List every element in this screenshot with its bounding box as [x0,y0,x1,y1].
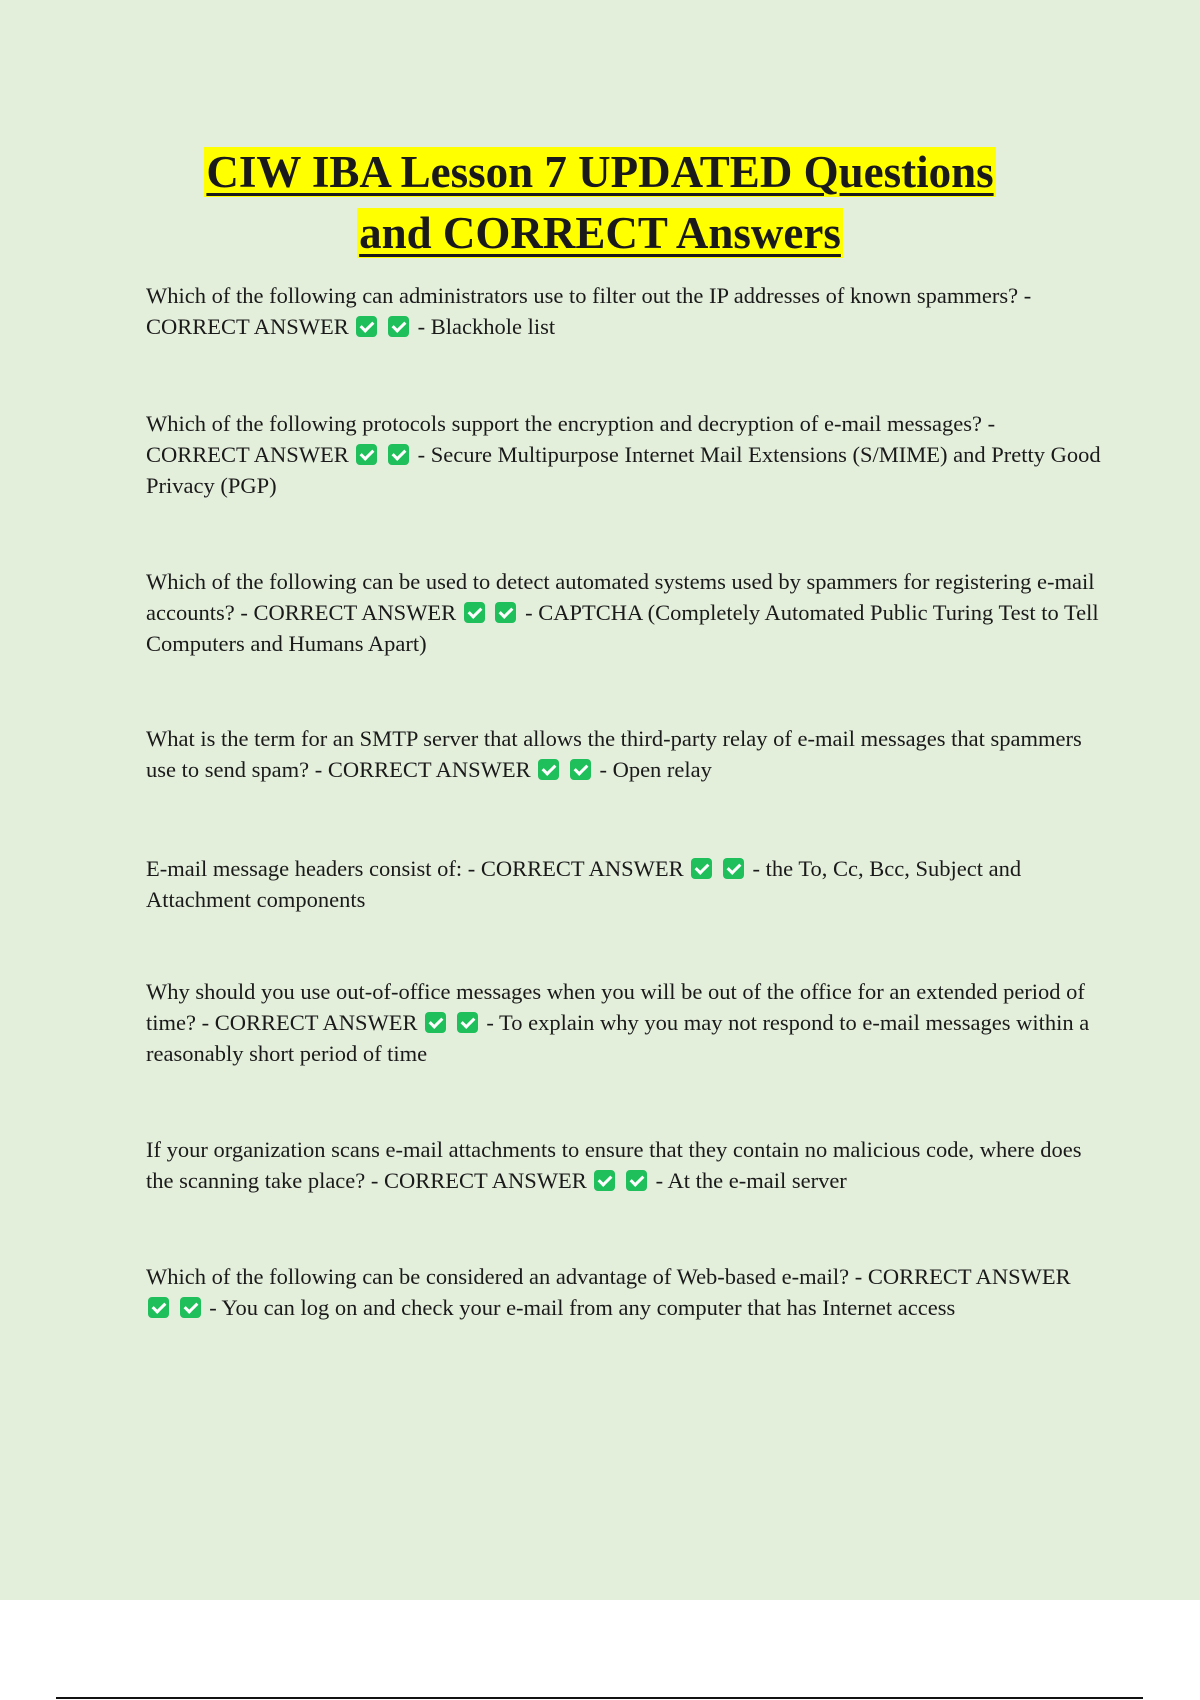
question-text: If your organization scans e-mail attachments to ensure that they contain no malicious code, where does the scanning take place? - CORRECT ANSWER [146,1137,1082,1193]
answer-text: - CAPTCHA (Completely Automated Public Turing Test to Tell Computers and Humans Apart) [146,600,1099,656]
qa-item-8 [146,1261,1101,1323]
question-text: Which of the following can be considered an advantage of Web-based e-mail? - CORRECT ANSWER [146,1264,1071,1289]
answer-text: - You can log on and check your e-mail from any computer that has Internet access [209,1295,956,1320]
check-icon [425,1012,446,1033]
check-icon [356,444,377,465]
answer-text: - To explain why you may not respond to e-mail messages within a reasonably short period of time [146,1010,1090,1066]
check-icon [691,858,712,879]
title-line-1: CIW IBA Lesson 7 UPDATED Questions [206,147,994,197]
check-icon [464,602,485,623]
check-icon [495,602,516,623]
qa-item-3 [146,566,1101,659]
document-title [0,142,1200,264]
answer-text: - Blackhole list [417,314,556,339]
check-icon [356,316,377,337]
footer-rule [56,1697,1143,1699]
question-text: E-mail message headers consist of: - CORRECT ANSWER [146,856,684,881]
qa-item-1 [146,280,1101,342]
check-icon [570,759,591,780]
check-icon [594,1170,615,1191]
question-text: Which of the following protocols support the encryption and decryption of e-mail messages? - CORRECT ANSWER [146,411,996,467]
question-text: Why should you use out-of-office messages when you will be out of the office for an extended period of time? - CORRECT ANSWER [146,979,1085,1035]
check-icon [388,444,409,465]
check-icon [723,858,744,879]
check-icon [626,1170,647,1191]
check-icon [148,1297,169,1318]
answer-text: - Open relay [599,757,712,782]
answer-text: - Secure Multipurpose Internet Mail Extensions (S/MIME) and Pretty Good Privacy (PGP) [146,442,1101,498]
qa-item-6 [146,976,1101,1069]
title-line-2: and CORRECT Answers [359,208,841,258]
qa-item-5 [146,853,1101,915]
question-text: Which of the following can administrators use to filter out the IP addresses of known spammers? - CORRECT ANSWER [146,283,1032,339]
check-icon [388,316,409,337]
qa-item-4 [146,723,1101,785]
check-icon [457,1012,478,1033]
question-text: What is the term for an SMTP server that allows the third-party relay of e-mail messages that spammers use to send spam? - CORRECT ANSWER [146,726,1082,782]
qa-item-7 [146,1134,1101,1196]
answer-text: - At the e-mail server [655,1168,847,1193]
qa-item-2 [146,408,1101,501]
answer-text: - the To, Cc, Bcc, Subject and Attachment components [146,856,1022,912]
check-icon [538,759,559,780]
check-icon [180,1297,201,1318]
question-text: Which of the following can be used to detect automated systems used by spammers for registering e-mail accounts? - CORRECT ANSWER [146,569,1095,625]
